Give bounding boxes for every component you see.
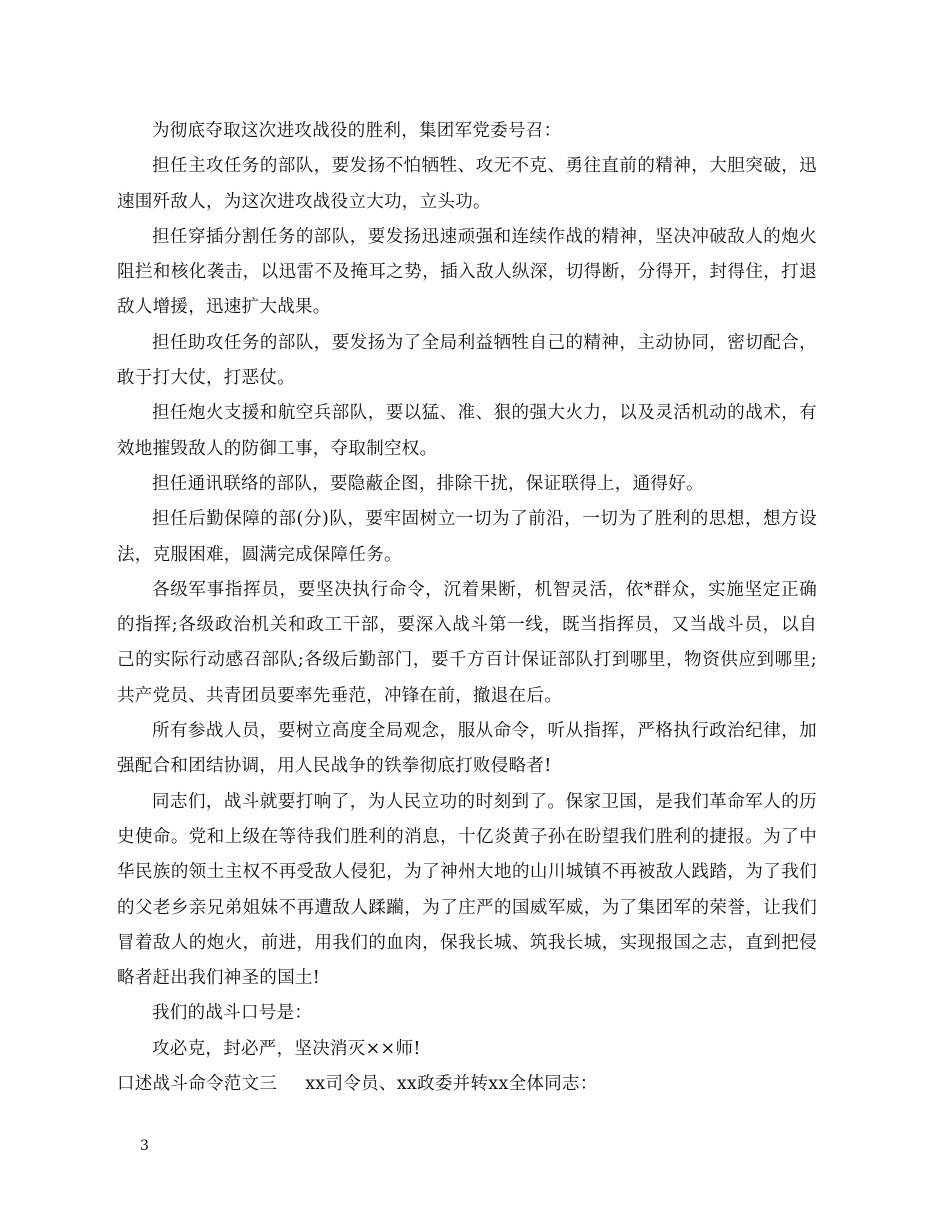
paragraph: 我们的战斗口号是： bbox=[152, 1003, 313, 1024]
paragraph: 担任通讯联络的部队，要隐蔽企图，排除干扰，保证联得上，通得好。 bbox=[152, 473, 704, 494]
section-title: 口述战斗命令范文三 bbox=[117, 1074, 278, 1095]
paragraph: 同志们，战斗就要打响了，为人民立功的时刻到了。保家卫国，是我们革命军人的历史使命。党和上级在等待我们胜利的消息，十亿炎黄子孙在盼望我们胜利的捷报。为了中华民族的领土主权不再受敌人侵犯，为了神州大地的山川城镇不再被敌人践踏，为了我们的父老乡亲兄弟姐妹不再遭敌人蹂躏，为了庄严的国威军威，为了集团军的荣誉，让我们冒着敌人的炮火，前进，用我们的血肉，保我长城、筑我长城，实现报国之志，直到把侵略者赶出我们神圣的国土! bbox=[117, 791, 817, 989]
paragraph: 为彻底夺取这次进攻战役的胜利，集团军党委号召： bbox=[152, 121, 562, 141]
section-first-line: xx司令员、xx政委并转xx全体同志： bbox=[305, 1074, 598, 1095]
section-heading-line bbox=[117, 1067, 817, 1102]
paragraph: 攻必克，封必严，坚决消灭××师! bbox=[152, 1038, 421, 1059]
paragraph: 担任助攻任务的部队，要发扬为了全局利益牺牲自己的精神，主动协同，密切配合，敢于打大仗，打恶仗。 bbox=[117, 332, 817, 389]
page-number: 3 bbox=[140, 1138, 149, 1154]
paragraph: 担任后勤保障的部(分)队，要牢固树立一切为了前沿，一切为了胜利的思想，想方设法，克服困难，圆满完成保障任务。 bbox=[117, 509, 817, 565]
document-body bbox=[117, 114, 817, 1102]
paragraph: 担任主攻任务的部队，要发扬不怕牺牲、攻无不克、勇往直前的精神，大胆突破，迅速围歼敌人，为这次进攻战役立大功，立头功。 bbox=[117, 156, 817, 212]
paragraph: 担任穿插分割任务的部队，要发扬迅速顽强和连续作战的精神，坚决冲破敌人的炮火阻拦和核化袭击，以迅雷不及掩耳之势，插入敌人纵深，切得断，分得开，封得住，打退敌人增援，迅速扩大战果。 bbox=[117, 226, 817, 318]
paragraph: 担任炮火支援和航空兵部队，要以猛、准、狠的强大火力，以及灵活机动的战术，有效地摧毁敌人的防御工事，夺取制空权。 bbox=[117, 403, 817, 459]
paragraph: 各级军事指挥员，要坚决执行命令，沉着果断，机智灵活，依*群众，实施坚定正确的指挥;各级政治机关和政工干部，要深入战斗第一线，既当指挥员，又当战斗员，以自己的实际行动感召部队;各级后勤部门，要千方百计保证部队打到哪里，物资供应到哪里;共产党员、共青团员要率先垂范，冲锋在前，撤退在后。 bbox=[117, 579, 817, 706]
paragraph: 所有参战人员，要树立高度全局观念，服从命令，听从指挥，严格执行政治纪律，加强配合和团结协调，用人民战争的铁拳彻底打败侵略者! bbox=[117, 721, 817, 777]
